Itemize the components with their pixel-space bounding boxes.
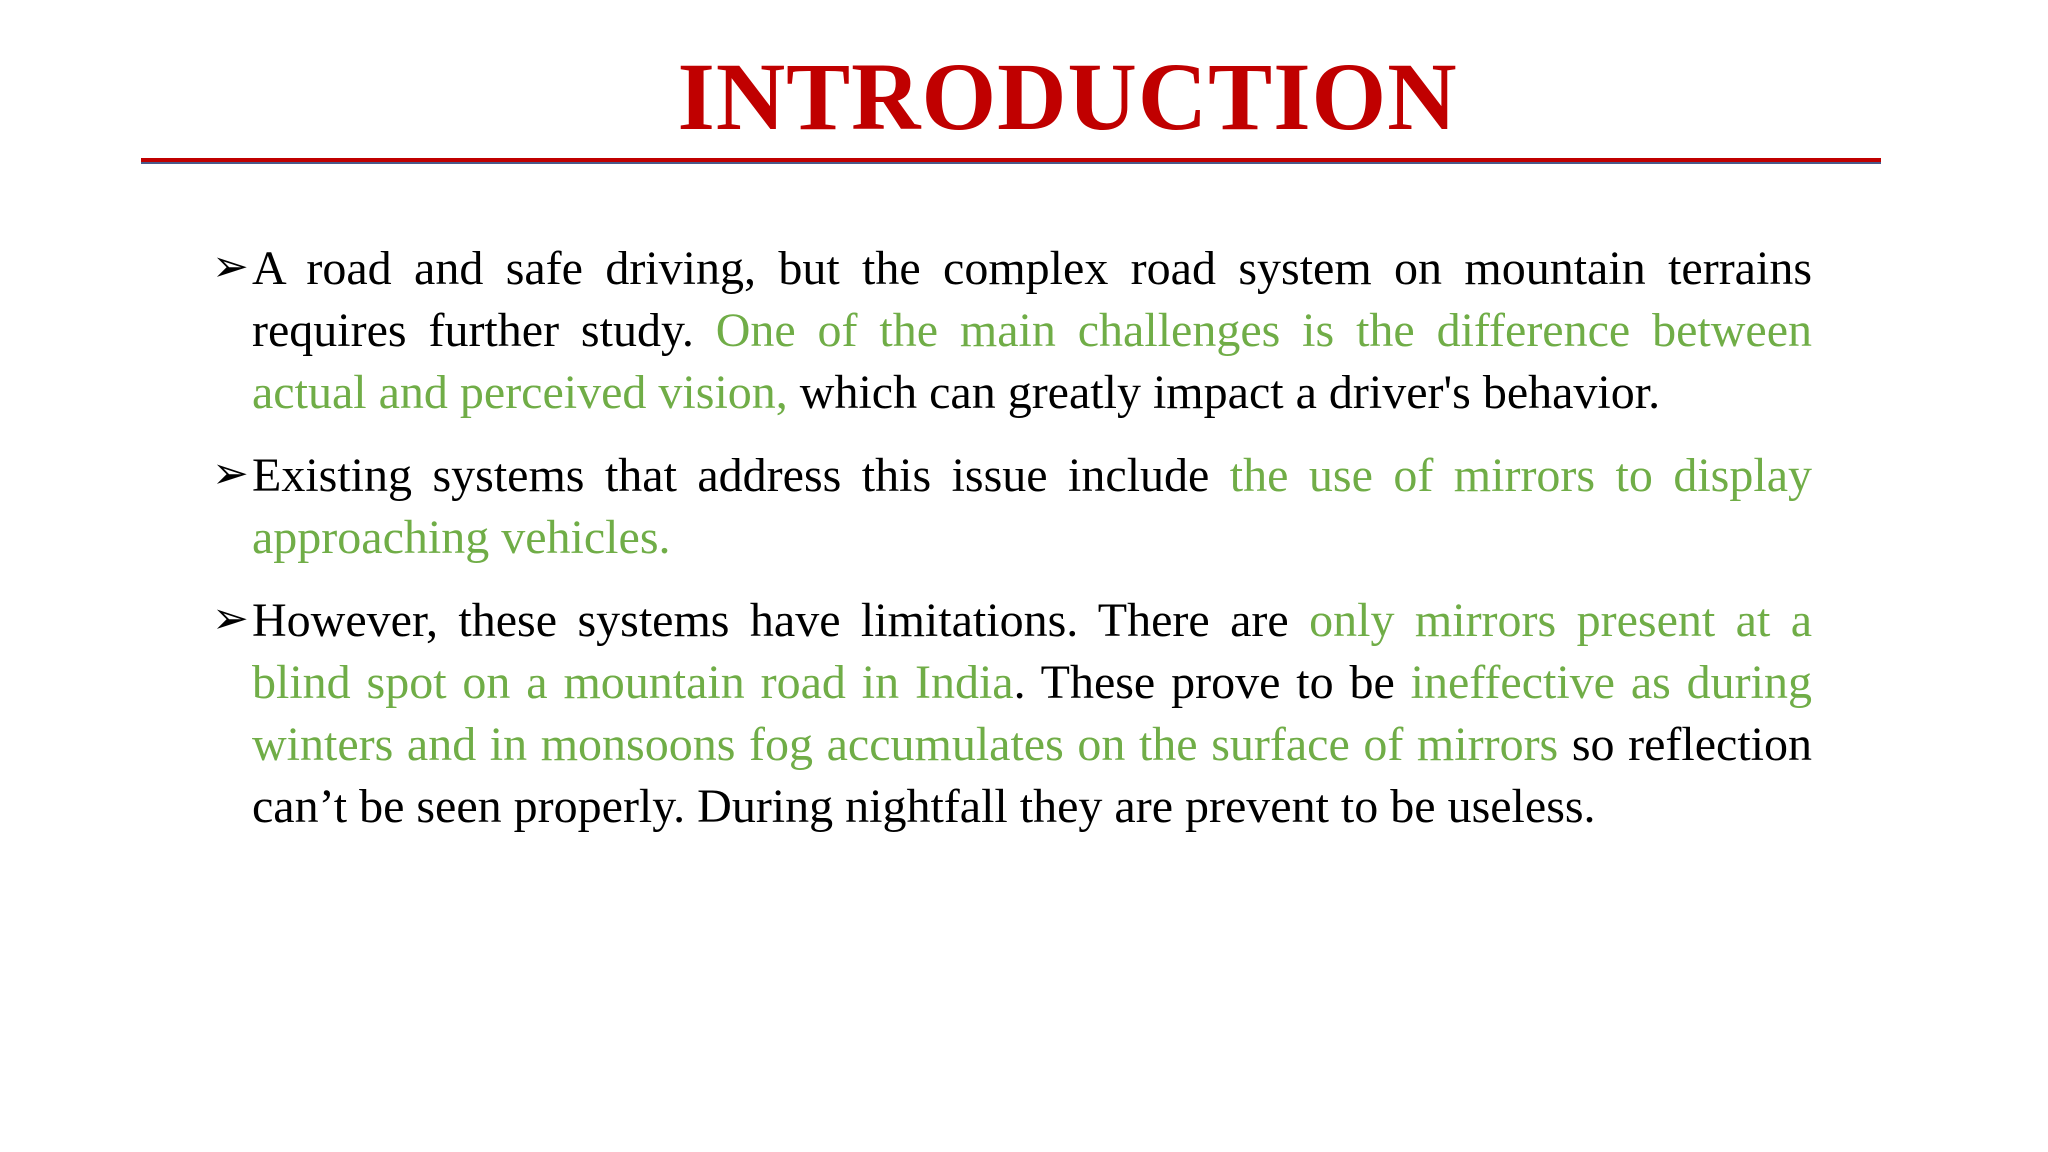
bullet-item	[212, 445, 1812, 569]
arrowhead-bullet-icon: ➢	[212, 594, 249, 643]
bullet-text: which can greatly impact a driver's behavior.	[787, 366, 1661, 419]
bullet-item	[212, 238, 1812, 424]
bullet-highlight-text: only mirrors present at a blind spot on a mountain road in India	[252, 594, 1812, 709]
bullet-text: However, these systems have limitations. There are	[252, 594, 1310, 647]
bullet-item	[212, 590, 1812, 838]
bullet-highlight-text: the use of mirrors to display approaching vehicles.	[252, 449, 1812, 564]
bullet-highlight-text: ineffective as during winters and in monsoons fog accumulates on the surface of mirrors	[252, 656, 1813, 771]
bullet-list	[212, 238, 1812, 838]
arrowhead-bullet-icon: ➢	[212, 449, 249, 498]
bullet-text: . These prove to be	[1013, 656, 1411, 709]
slide-title: INTRODUCTION	[677, 43, 1458, 150]
bullet-text: Existing systems that address this issue include	[252, 449, 1230, 502]
bullet-highlight-text: One of the main challenges is the difference between actual and perceived vision,	[252, 304, 1812, 419]
bullet-text: A road and safe driving, but the complex road system on mountain terrains requires further study.	[252, 242, 1812, 357]
arrowhead-bullet-icon: ➢	[212, 242, 249, 291]
bullet-text: so reflection can’t be seen properly. During nightfall they are prevent to be useless.	[252, 718, 1813, 833]
title-underline	[141, 158, 1881, 164]
